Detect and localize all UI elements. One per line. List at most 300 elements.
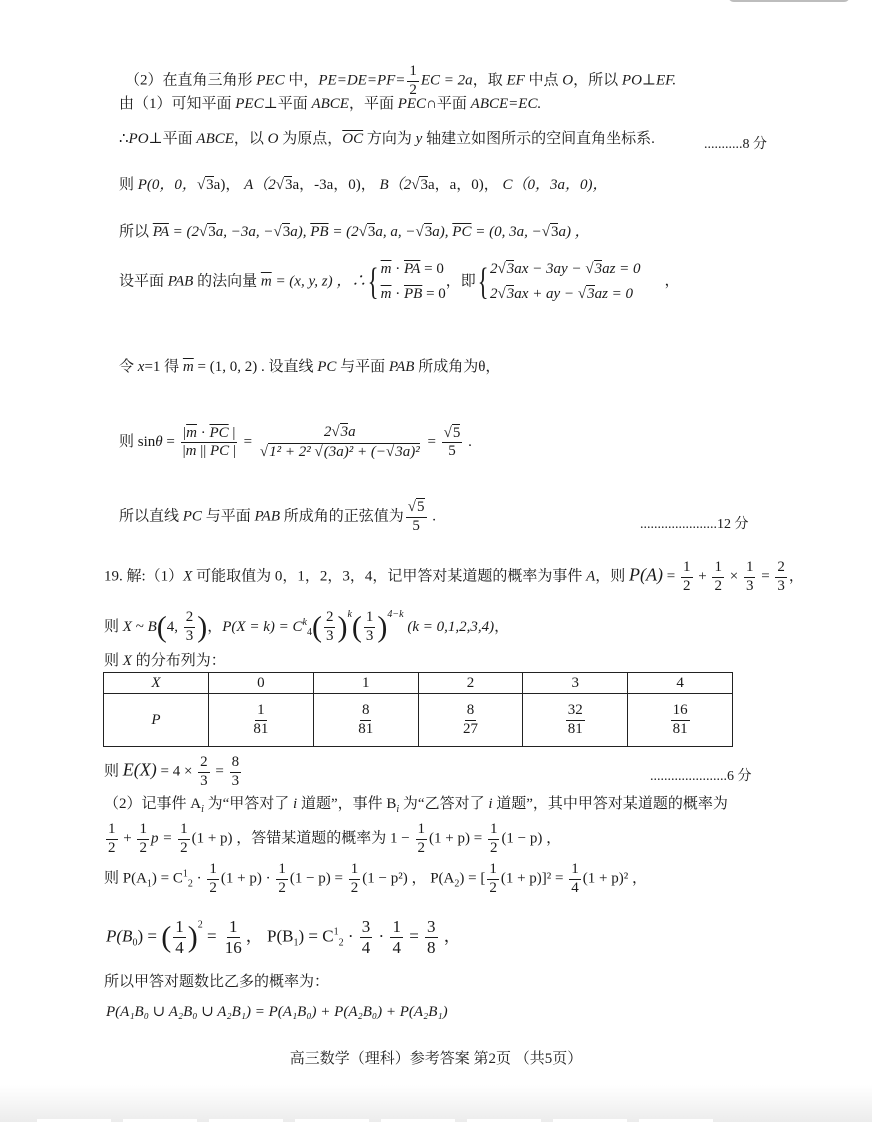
text: PAB [254,508,281,525]
paren: ( [161,920,172,954]
vector-pc: $\overline{PC}$ [452,224,472,240]
numerator: 1 [137,822,149,840]
text: = (2 [168,224,200,240]
radicand: 3 [206,177,214,193]
text: EC = 2a [420,72,473,89]
therefore-symbol: ∴ [119,131,129,147]
fraction [425,918,438,957]
radicand: 3 [395,443,403,460]
sqrt-icon: √ [275,177,284,193]
numerator: 1 [255,703,267,721]
text: 2 [323,424,332,440]
text: · [343,926,358,946]
text: ) = [137,926,162,946]
fraction [744,560,756,595]
numerator: 1 [178,822,190,840]
denominator: 16 [224,937,242,957]
text: || [196,443,210,460]
sqrt-icon: √ [273,224,282,240]
denominator: 3 [325,628,334,645]
paren: ) [377,610,388,644]
numerator: 1 [229,917,238,936]
table-row [104,694,733,747]
text: | [229,443,236,460]
table-cell: 4 [628,673,733,694]
fraction [390,918,403,957]
text: 中点 [524,72,563,89]
table-cell: 1 [313,673,418,694]
numerator: 8 [465,703,477,721]
superscript: k [302,617,307,628]
fraction [324,610,336,645]
fraction [251,703,270,738]
text: ax + ay − [514,286,578,302]
text: a，a，0)， [427,177,499,193]
sqrt-icon: √ [259,443,269,460]
text: 则 [104,653,123,669]
text: O [267,131,279,147]
text: (1 − p²) ， P(A [362,870,455,887]
denominator: 2 [139,839,147,856]
fraction [406,500,427,535]
numerator: 1 [392,917,401,936]
text: = 0 [422,286,446,302]
vector-pa: $\overline{PA}$ [403,261,421,277]
vector-pc: $\overline{PC}$ [209,443,230,460]
text: O [562,72,574,89]
text: P(X = k) = C [222,619,303,635]
fraction [230,755,242,790]
fraction [461,703,480,738]
text: ， [494,619,510,635]
subscript: 2 [454,878,460,890]
table-cell: 0 [209,673,314,694]
radicand [323,443,420,460]
text: = (1, 0, 2) . 设直线 [193,359,318,375]
table-cell [418,694,523,747]
table-cell: 3 [523,673,628,694]
denominator: 27 [462,720,478,737]
fraction [258,425,422,461]
text: B（2 [379,177,412,193]
q18-line-4 [119,178,608,193]
sqrt-icon: √ [585,261,594,277]
text: 则 [104,763,123,780]
text: ， P(B [245,926,294,946]
fraction [360,918,373,957]
subscript: 4 [306,627,312,638]
numerator [442,426,463,444]
text: ， [207,619,223,635]
fraction [173,918,186,957]
sqrt-icon: √ [415,224,424,240]
text: = (x, y, z) ，∴ [271,273,367,290]
text: 可能取值为 0，1，2，3，4，记甲答对某道题的概率为事件 [192,568,587,585]
text: 方向为 [363,131,416,147]
numerator: 1 [407,64,419,82]
text: = [663,568,679,585]
fraction [181,426,238,461]
text: (1 + p) = [429,830,486,847]
numerator: 1 [488,822,500,840]
denominator: 2 [683,577,691,594]
fraction [223,918,244,957]
text: 所以直线 [119,508,183,525]
text: a, −3a, − [215,224,274,240]
distribution-table [103,672,733,747]
denominator: 4 [392,937,401,957]
fraction [178,822,190,857]
text: =1 得 [144,359,183,375]
text: ~ [131,619,148,635]
subscript: i [201,804,204,815]
text: 与平面 [201,508,255,525]
text: (1 + p) · [220,870,275,887]
page-footer: 高三数学（理科）参考答案 第2页 （共5页） [289,1051,583,1067]
text: = [202,926,221,946]
text: 为“甲答对了 [203,796,294,812]
text: PEC [397,96,427,112]
text: PE=DE=PF= [318,72,406,89]
numerator: 2 [324,610,336,628]
denominator: 4 [571,879,579,896]
q19-line-4 [104,755,243,790]
numerator: 2 [184,610,196,628]
table-cell [313,694,418,747]
denominator: 3 [185,628,194,645]
text: ) = [ [459,870,486,887]
fraction [276,862,288,897]
text: a)， [213,177,241,193]
q18-line-9 [119,500,436,535]
q19-part2-line-1 [104,797,728,815]
table-cell [523,694,628,747]
text: 19. 解:（1） [104,568,184,585]
numerator: 1 [207,862,219,880]
text: = 0 [420,261,444,277]
denominator: 2 [209,879,217,896]
text: C（0，3a，0)， [502,177,608,193]
text: x [137,359,145,375]
text: X [183,568,193,585]
superscript: 1 [333,926,339,938]
text: a), [432,224,453,240]
text: ，平面 [348,96,398,112]
text: ABCE [196,131,234,147]
radicand: 3 [550,224,559,240]
numerator: 1 [487,862,499,880]
text: · [196,424,210,441]
numerator: 1 [175,917,184,936]
q18-line-3 [119,132,655,147]
radicand: 3 [424,224,433,240]
q18-line-8: 则 sinθ = $\frac{|\overline{m} \cdot \overline{PC} |}{|\overline{m} || \overline{PC} |}$ = $\frac{2√3a}{\text{√1² + 2² √(3a)² + (−√3a)²}}$ = $\frac{√5}{5}$ . [119,424,472,460]
radicand: 5 [417,499,425,515]
paren: ( [156,610,167,644]
fraction [207,862,219,897]
sqrt-icon: √ [314,443,323,460]
text: 道题”，事件 B [297,796,397,812]
fraction [416,822,428,857]
subscript: 2 [338,937,344,949]
text: 的法向量 [193,273,261,290]
text: X [122,619,132,635]
numerator [406,500,427,518]
fraction [137,822,149,857]
text: 2 [490,261,498,277]
text: A（2 [244,177,276,193]
denominator: 81 [358,720,374,737]
numerator: 2 [775,560,787,578]
radicand: 3 [420,177,428,193]
text: (k = 0,1,2,3,4) [407,619,495,635]
radicand: 3 [367,224,376,240]
text: i [488,796,493,812]
text: (1 + p) ，答错某道题的概率为 1 − [191,830,414,847]
vector-pa: $\overline{PA}$ [152,224,169,240]
paren: ) [187,920,198,954]
denominator: 2 [350,879,359,896]
subscript: 0 [132,937,138,949]
text: (3a)² + (− [323,443,386,460]
text: ∩平面 [426,96,471,112]
fraction [681,560,693,595]
sqrt-icon: √ [411,177,420,193]
text: = (0, 3a, − [471,224,542,240]
text: az = 0 [602,261,641,277]
numerator: 3 [427,917,436,936]
subscript: 1 [293,937,299,949]
fraction [712,560,724,595]
numerator: 1 [712,560,724,578]
text: PAB [167,273,194,290]
vector-m: $\overline{m}$ [380,286,392,302]
sqrt-icon: √ [443,424,452,441]
sqrt-icon: √ [199,224,208,240]
text: PO⊥EF. [621,72,677,89]
denominator: 81 [672,720,688,737]
text: | [183,424,187,441]
text: 由（1）可知平面 [119,96,236,112]
text: P(B [106,926,133,946]
numerator: 1 [276,862,288,880]
text: PEC [235,96,264,112]
text: EF [506,72,525,89]
table-row [104,673,733,694]
numerator: 3 [361,917,371,936]
text: az = 0 [594,286,634,302]
denominator: 5 [412,517,420,534]
radicand: 3 [282,224,291,240]
text: (1 − p) = [289,870,347,887]
text: a) ， [558,224,590,240]
brace-icon: { [368,261,379,303]
denominator: 2 [108,839,116,856]
denominator: 2 [489,839,498,856]
text: = [211,763,228,780]
radicand: 3 [587,286,595,302]
sqrt-icon: √ [577,286,587,302]
paren: ( [311,610,322,644]
numerator [284,425,396,444]
text: . [428,508,437,525]
text: X [122,653,132,669]
q18-line-1 [125,64,676,99]
text: ，所以 [573,72,622,89]
equation [490,262,641,277]
numerator: 16 [671,703,690,721]
window-tab-handle[interactable] [728,0,850,2]
q19-part2-line-5: 所以甲答对题数比乙多的概率为： [104,974,330,990]
text: B [147,619,157,635]
vector-m: $\overline{m}$ [186,424,197,441]
text: · [192,870,206,887]
text: y [415,131,423,147]
equation-system-2 [490,262,641,302]
text: ，取 [472,72,507,89]
text: 所成角为θ， [414,359,501,375]
superscript: k [347,609,352,620]
vector-oc: $\overline{OC}$ [342,131,364,147]
sqrt-icon: √ [497,261,506,277]
q19-line-1 [104,560,804,595]
text: ax − 3ay − [514,261,586,277]
score-6: ......................6 分 [650,769,752,784]
equation [490,287,641,302]
denominator: 3 [745,577,754,594]
denominator: 2 [278,879,286,896]
denominator [258,444,422,461]
score-12: ......................12 分 [640,517,749,532]
text: = 4 × [156,763,197,780]
text: (1 + p)]² = [500,870,568,887]
denominator: 4 [361,937,371,957]
radicand: 5 [452,424,461,441]
table-cell: 2 [418,673,523,694]
paren: ) [337,610,348,644]
numerator: 8 [230,755,242,773]
q19-part2-line-3 [104,862,647,897]
denominator: 4 [175,937,184,957]
fraction [671,703,690,738]
radicand: 1² + 2² [269,443,311,460]
denominator: 3 [365,628,374,645]
text: a, a, − [375,224,416,240]
fraction [356,703,375,738]
text: . [464,434,472,451]
text: PEC [256,72,285,89]
denominator: 2 [409,81,417,98]
text: 与平面 [336,359,389,375]
denominator: 2 [417,839,426,856]
text: × [725,568,742,585]
denominator: 3 [777,577,785,594]
q19-line-2 [104,610,509,645]
denominator: 3 [200,772,208,789]
denominator: 2 [714,577,722,594]
text: P(0，0， [137,177,197,193]
equation: $\overline{m} \cdot \overline{PB} = 0$ [380,286,446,302]
fraction [349,862,361,897]
text: a，-3a，0)， [292,177,376,193]
text: PC [317,359,337,375]
text: 的分布列为： [131,653,226,669]
vector-m: $\overline{m}$ [182,359,194,375]
sqrt-icon: √ [385,443,395,460]
text: 则 sin [119,434,156,451]
text: | [182,443,186,460]
text: + [119,830,136,847]
text: ⊥平面 [148,131,197,147]
vector-pc: $\overline{PC}$ [209,424,229,441]
text: 4, [166,619,182,635]
paren: ( [351,610,362,644]
score-8: ...........8 分 [704,137,767,152]
table-cell [628,694,733,747]
radicand: 3 [506,261,515,277]
radicand: 3 [506,286,515,302]
vector-m: $\overline{m}$ [380,261,392,277]
denominator: 5 [448,443,456,460]
fraction [487,862,499,897]
text: + [694,568,711,585]
denominator: 81 [567,720,583,737]
text: 则 [119,177,138,193]
text: a), [290,224,311,240]
fraction [106,822,118,857]
text: 道题”，其中甲答对某道题的概率为 [492,796,728,812]
text: 为原点， [278,131,343,147]
superscript: 2 [197,919,203,931]
fraction [407,64,419,99]
text: p = [150,830,177,847]
equation-system-1 [381,262,446,302]
sqrt-icon: √ [541,224,550,240]
text: P(A) [629,564,664,585]
vector-m: $\overline{m}$ [260,273,272,290]
fraction [569,862,581,897]
sqrt-icon: √ [358,224,367,240]
paren: ) [197,610,208,644]
text: 2 [490,286,498,302]
numerator: 1 [106,822,118,840]
subscript: 1 [146,878,152,890]
vector-pb: $\overline{PB}$ [403,286,423,302]
text: = [162,434,179,451]
bottom-shadow [0,1085,872,1122]
fraction [566,703,585,738]
sqrt-icon: √ [407,499,417,515]
sqrt-icon: √ [497,286,506,302]
numerator: 1 [681,560,693,578]
text: 则 [104,619,123,635]
denominator: 2 [180,839,188,856]
fraction [488,822,500,857]
numerator: 32 [566,703,585,721]
fraction [775,560,787,595]
text: 则 P(A [104,870,147,887]
fraction [184,610,196,645]
text: 设平面 [119,273,168,290]
denominator: 81 [253,720,269,737]
numerator: 1 [364,610,376,628]
numerator [181,426,237,444]
text: = [404,926,424,946]
text: a [348,424,356,440]
text: i [293,796,298,812]
sqrt-icon: √ [196,177,206,193]
text: 轴建立如图所示的空间直角坐标系. [422,131,655,147]
